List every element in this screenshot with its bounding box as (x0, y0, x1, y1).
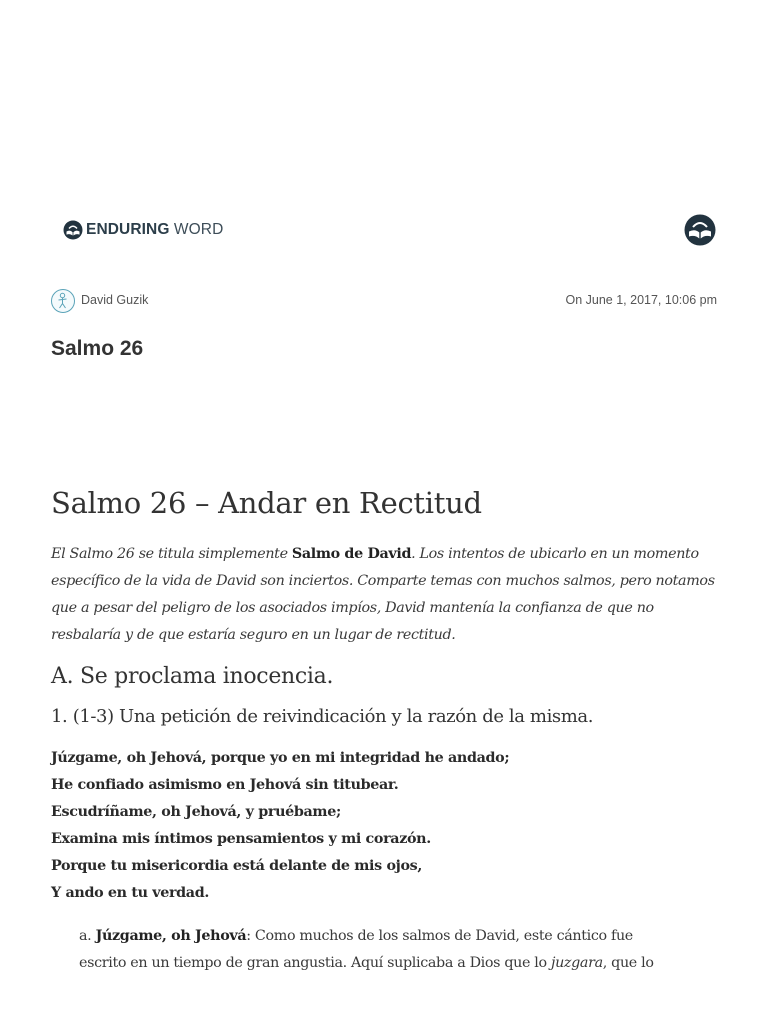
post-meta (51, 289, 717, 315)
intro-text-post: . Los intentos de ubicarlo en un momento específico de la vida de David son inciertos. Comparte temas con muchos salmos, pero notamos que a pesar del peligro de los asociados impíos, David mantenía la confianza de que no resbalaría y de que estaría seguro en un lugar de rectitud. (51, 546, 715, 643)
post-title: Salmo 26 (51, 337, 144, 360)
commentary-text: : Como muchos de los salmos de David, este cántico fue (246, 928, 633, 944)
article-heading: Salmo 26 – Andar en Rectitud (51, 486, 482, 520)
commentary-line-1 (79, 923, 717, 950)
verse-line: Porque tu misericordia está delante de mis ojos, (51, 858, 422, 874)
commentary-item (79, 923, 717, 977)
brand-name (86, 221, 223, 239)
verse-line: Júzgame, oh Jehová, porque yo en mi integridad he andado; (51, 750, 510, 766)
verse-line: Y ando en tu verdad. (51, 885, 209, 901)
post-timestamp: On June 1, 2017, 10:06 pm (565, 293, 717, 307)
intro-text-bold: Salmo de David (291, 546, 412, 562)
intro-text-pre: El Salmo 26 se titula simplemente (51, 546, 292, 562)
verse-line: Examina mis íntimos pensamientos y mi corazón. (51, 831, 431, 847)
site-header (0, 205, 768, 257)
brand-name-strong: ENDURING (86, 221, 170, 238)
verse-line: He confiado asimismo en Jehová sin titubear. (51, 777, 399, 793)
article-intro (51, 541, 717, 649)
author-avatar[interactable] (51, 289, 75, 313)
commentary-text: escrito en un tiempo de gran angustia. Aquí suplicaba a Dios que lo (79, 955, 551, 971)
scripture-passage (51, 745, 717, 907)
enduring-word-logo-icon (63, 220, 83, 240)
avatar-figure-icon (52, 290, 73, 311)
brand-name-light: WORD (169, 221, 224, 238)
subsection-heading: 1. (1-3) Una petición de reivindicación y la razón de la misma. (51, 706, 594, 727)
section-heading: A. Se proclama inocencia. (51, 664, 334, 689)
site-logo-link[interactable] (63, 219, 223, 241)
list-marker: a. (79, 928, 96, 944)
commentary-text: , que lo (602, 955, 654, 971)
commentary-lead: Júzgame, oh Jehová (95, 928, 247, 944)
enduring-word-app-icon[interactable] (684, 214, 716, 246)
commentary-line-2 (79, 950, 717, 977)
commentary-italic: juzgara (550, 955, 603, 971)
author-name[interactable]: David Guzik (81, 293, 149, 307)
verse-line: Escudríñame, oh Jehová, y pruébame; (51, 804, 341, 820)
article-content (51, 483, 717, 977)
